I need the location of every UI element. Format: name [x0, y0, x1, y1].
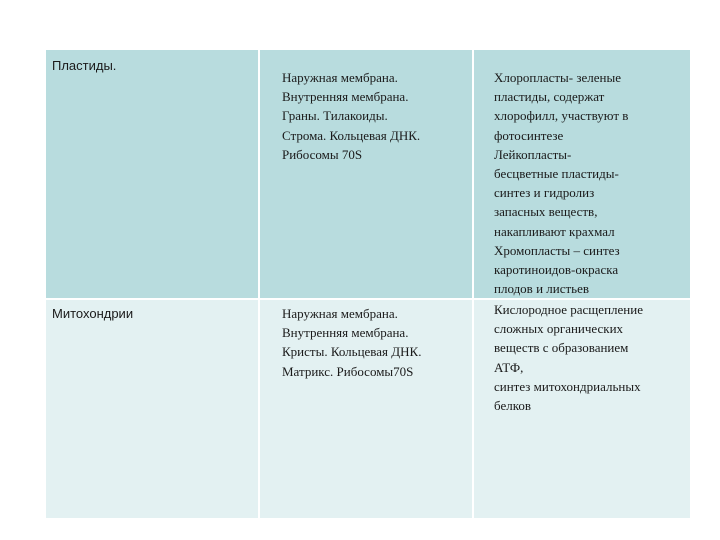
structure-line: Матрикс. Рибосомы70S [282, 363, 414, 379]
cell-name-plastids [46, 50, 260, 300]
structure-line: Рибосомы 70S [282, 146, 363, 162]
function-line: хлорофилл, участвуют в [494, 108, 629, 124]
function-line: белков [494, 398, 531, 414]
function-line: фотосинтезе [494, 127, 564, 143]
structure-line: Граны. Тилакоиды. [282, 108, 388, 124]
organelle-table [46, 50, 692, 520]
function-line: бесцветные пластиды- [494, 166, 619, 182]
cell-function-plastids [474, 50, 692, 300]
function-line: АТФ, [494, 359, 524, 375]
function-line: синтез и гидролиз [494, 185, 595, 201]
function-line: накапливают крахмал [494, 223, 615, 239]
structure-line: Внутренняя мембрана. [282, 325, 409, 341]
function-line: Хромопласты – синтез [494, 242, 620, 258]
structure-line: Строма. Кольцевая ДНК. [282, 127, 421, 143]
structure-line: Наружная мембрана. [282, 70, 398, 85]
function-line: плодов и листьев [494, 281, 590, 297]
function-line: сложных органических [494, 321, 624, 337]
cell-function-mitochondria [474, 300, 692, 520]
function-line: пластиды, содержат [494, 89, 605, 105]
function-line: Кислородное расщепление [494, 302, 643, 317]
function-line: синтез митохондриальных [494, 378, 641, 394]
cell-structure-mitochondria [260, 300, 474, 520]
structure-line: Кристы. Кольцевая ДНК. [282, 344, 422, 360]
function-line: Лейкопласты- [494, 146, 572, 162]
function-line: веществ с образованием [494, 340, 629, 356]
structure-line: Внутренняя мембрана. [282, 89, 409, 105]
function-line: запасных веществ, [494, 204, 598, 220]
structure-line: Наружная мембрана. [282, 306, 398, 321]
function-line: каротиноидов-окраска [494, 262, 619, 278]
cell-structure-plastids [260, 50, 474, 300]
cell-name-mitochondria [46, 300, 260, 520]
organelle-name: Митохондрии [52, 306, 134, 321]
organelle-name: Пластиды. [52, 58, 117, 73]
function-line: Хлоропласты- зеленые [494, 70, 621, 85]
